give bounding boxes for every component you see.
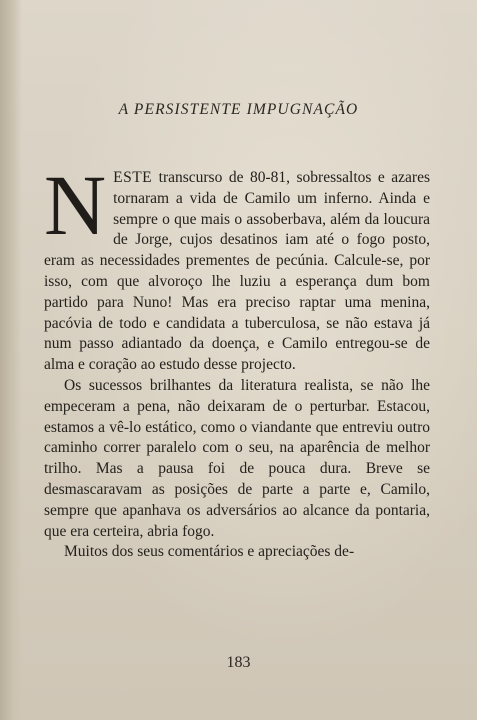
paragraph-third: Muitos dos seus comentários e apreciações de-: [64, 543, 355, 561]
chapter-title: A PERSISTENTE IMPUGNAÇÃO: [118, 101, 359, 118]
paragraph-first: [44, 157, 430, 376]
paragraph-second: Os sucessos brilhantes da literatura realista, se não lhe empeceram a pena, não deixaram de o perturbar. Estacou, estamos a vê-lo estático, como o viandante que entreviu outro caminho correr paralelo com o seu, na aparência de melhor trilho. Mas a pausa foi de pouca dura. Breve se desmascaravam as posições de parte a parte e, Camilo, sempre que apanhava os adversários ao alcance da pontaria, que era certeira, abria fogo.: [44, 376, 430, 540]
drop-cap: N: [44, 157, 107, 253]
page-number: 183: [226, 654, 251, 671]
paragraph-lead-word: ESTE: [113, 169, 153, 186]
body-text: [44, 157, 430, 563]
paragraph-first-text: transcurso de 80-81, sobressaltos e azares tornaram a vida de Camilo um inferno. Ainda e sempre o que mais o assoberbava, além da loucura de Jorge, cujos desatinos iam até o fogo posto, eram as necessidades prementes de pecúnia. Calcule-se, por isso, com que alvoroço lhe luziu a esperança dum bom partido para Nuno! Mas era preciso raptar uma menina, pacóvia de todo e candidata a tuberculosa, se não estava já num passo adiantado da doença, e Camilo entregou-se de alma e coração ao estudo desse projecto.: [44, 169, 430, 374]
